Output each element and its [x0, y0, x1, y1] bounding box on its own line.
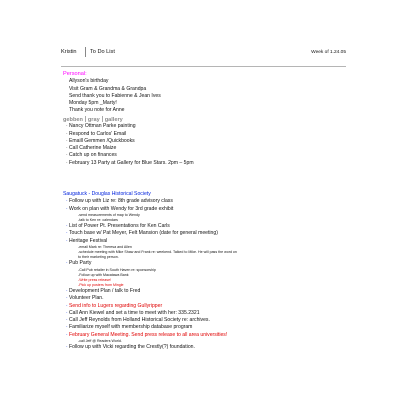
society-subitem: -call Jeff @ Readers World.: [78, 339, 122, 343]
gallery-item: · Call Catherine Maize: [61, 145, 361, 152]
heading-divider: [85, 116, 86, 122]
society-list: [61, 198, 361, 351]
society-subitem: to their marketing person.: [78, 255, 119, 260]
society-subitem: -email Mark re: Theresa and Allen: [78, 244, 132, 249]
society-item: · Pub Party: [61, 260, 361, 267]
gallery-heading-part: gray: [87, 117, 100, 123]
society-item: · Touch base w/ Pat Meyer, Felt Mansion (date for general meeting): [61, 230, 361, 237]
document-header: [61, 46, 346, 58]
society-item: · List of Power Pt. Presentations for Ken Carls: [61, 223, 361, 230]
personal-item: Send thank you to Fabienne & Jean Ives: [69, 92, 161, 99]
society-subitem: -Pick up posters from Mingle: [78, 282, 124, 287]
personal-item: Visit Gram & Grandma & Grandpa: [69, 85, 147, 92]
society-item: · February General Meeting. Send press release to all area universities!: [61, 332, 361, 339]
week-label: Week of 1.24.05: [311, 50, 346, 55]
society-section: [61, 191, 361, 351]
heading-divider: [102, 116, 103, 122]
header-divider: [85, 47, 86, 57]
society-item: · Call Jeff Reynolds from Holland Historical Society re: archives.: [61, 317, 361, 324]
society-item: · Follow up with Liz re: 8th grade advisory class: [61, 198, 361, 205]
society-subitem: -Write press release!: [78, 277, 112, 282]
gallery-item: · February 13 Party at Gallery for Blue Stars. 2pm – 5pm: [61, 160, 361, 167]
gallery-section: [61, 116, 361, 167]
gallery-heading: [61, 116, 361, 123]
personal-heading: Personal:: [63, 71, 87, 77]
society-item: · Development Plan / talk to Fred: [61, 288, 361, 295]
gallery-item: · Respond to Carlos' Email: [61, 131, 361, 138]
society-item: · Call Ann Kiewel and set a time to meet with her: 335.2321: [61, 310, 361, 317]
society-subitem: -talk to Ken re: calendars: [78, 217, 118, 222]
society-heading: Saugatuck - Douglas Historical Society: [63, 191, 151, 197]
owner-name: Kristin: [61, 49, 77, 55]
society-item: · Send info to Lugers regarding Gullyripper: [61, 303, 361, 310]
personal-item: Allyson's birthday: [69, 78, 109, 85]
society-subitem: -Follow up with Macatawa Bank: [78, 272, 129, 277]
document-title: To Do List: [90, 49, 115, 55]
header-rule: [61, 66, 346, 67]
society-item: · Heritage Festival: [61, 238, 361, 245]
gallery-item: · Emaill Gemmen /Quickbooks: [61, 138, 361, 145]
personal-item: Thank you note for Anne: [69, 107, 125, 114]
society-item: · Follow up with Vicki regarding the Crestly(?) foundation.: [61, 344, 361, 351]
society-item: · Volunteer Plan.: [61, 295, 361, 302]
society-item: · Familiarize myself with membership database program: [61, 324, 361, 331]
gallery-heading-part: gallery: [104, 117, 123, 123]
gallery-item: · Catch up on finances: [61, 152, 361, 159]
society-item: · Work on plan with Wendy for 3rd grade exhibit: [61, 206, 361, 213]
personal-item: Monday 5pm _Marty!: [69, 100, 117, 107]
personal-section: [61, 71, 361, 115]
gallery-item: · Nancy Ottman Parke painting: [61, 123, 361, 130]
society-subitem: -Call Pub retailer in South Haven re: sponsorship: [78, 267, 156, 272]
society-subitem: -schedule meeting with Mike Shaw and Frank re: weekend. Talked to Mike. He will pass the word on: [78, 250, 237, 255]
gallery-heading-part: gebben: [63, 117, 83, 123]
society-subitem: -send measurements of map to Wendy: [78, 212, 140, 217]
